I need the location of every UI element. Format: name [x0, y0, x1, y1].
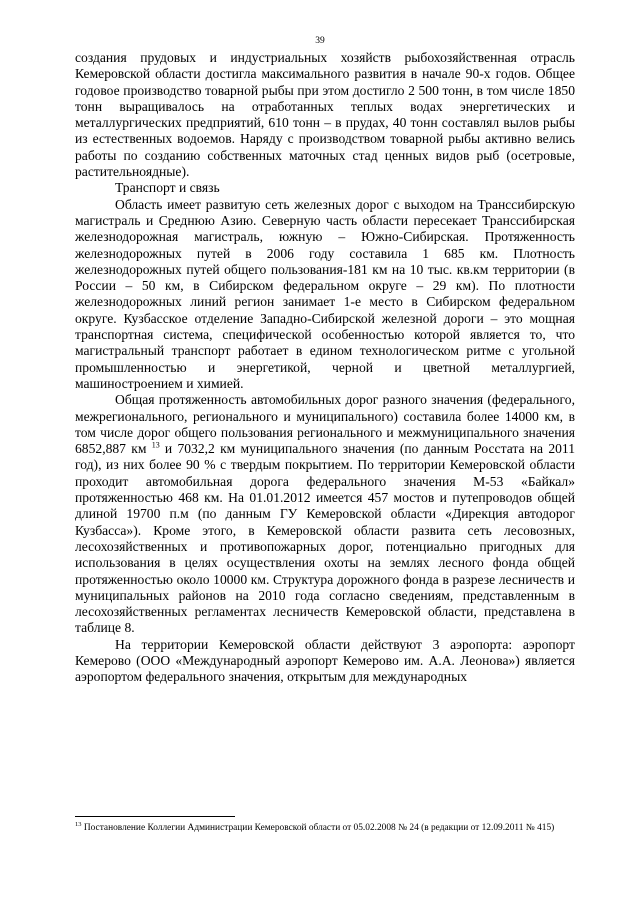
footnote	[75, 822, 575, 834]
footnote-number: 13	[75, 820, 82, 828]
paragraph-airports: На территории Кемеровской области действуют 3 аэропорта: аэропорт Кемерово (ООО «Международный аэропорт Кемерово им. А.А. Леонова») является аэропортом федерального значения, открытым для международных	[75, 636, 575, 685]
paragraph-roads-text-1: Общая протяженность автомобильных дорог разного значения (федерального, межрегионального, регионального и муниципального) составила более 14000 км, в том числе дорог общего пользования регионального и межмуниципального значения 6852,887 км	[75, 392, 575, 457]
paragraph-roads-text-2: и 7032,2 км муниципального значения (по данным Росстата на 2011 год), из них более 90 % с твердым покрытием. По территории Кемеровской области проходит автомобильная дорога федерального значения М-53 «Байкал» протяженностью 468 км. На 01.01.2012 имеется 457 мостов и путепроводов общей длиной 19700 п.м (по данным ГУ Кемеровской области «Дирекция автодорог Кузбасса»). Кроме этого, в Кемеровской области развита сеть лесовозных, лесохозяйственных и противопожарных дорог, потенциально пригодных для использования в целях осуществления охоты на землях лесного фонда общей протяженностью около 10000 км. Структура дорожного фонда в разрезе лесничеств и муниципальных районов на 2010 года согласно сведениям, представленным в лесохозяйственных регламентах лесничеств Кемеровской области, представлена в таблице 8.	[75, 441, 575, 636]
section-heading-transport: Транспорт и связь	[115, 180, 220, 196]
paragraph-roads	[75, 392, 575, 636]
body-text	[75, 50, 575, 686]
footnote-text: Постановление Коллегии Администрации Кемеровской области от 05.02.2008 № 24 (в редакции от 12.09.2011 № 415)	[81, 823, 555, 833]
footnote-reference[interactable]: 13	[151, 440, 160, 450]
paragraph-fish-farming: создания прудовых и индустриальных хозяйств рыбохозяйственная отрасль Кемеровской области достигла максимального развития в начале 90-х годов. Общее годовое производство товарной рыбы при этом достигло 2 500 тонн, в том числе 1850 тонн выращивалось на отработанных теплых водах энергетических и металлургических предприятий, 610 тонн – в прудах, 40 тонн составлял вылов рыбы из естественных водоемов. Наряду с производством товарной рыбы активно велись работы по созданию собственных маточных стад ценных видов рыб (осетровые, растительноядные).	[75, 50, 575, 180]
paragraph-railways: Область имеет развитую сеть железных дорог с выходом на Транссибирскую магистраль и Среднюю Азию. Северную часть области пересекает Транссибирская железнодорожная магистраль, южную – Южно-Сибирская. Протяженность железнодорожных путей в 2006 году составила 1 685 км. Плотность железнодорожных путей общего пользования-181 км на 10 тыс. кв.км территории (в России – 50 км, в Сибирском федеральном округе – 29 км). По плотности железнодорожных линий регион занимает 1-е место в Сибирском федеральном округе. Кузбасское отделение Западно-Сибирской железной дороги – это мощная транспортная система, специфической особенностью которой является то, что магистральный транспорт работает в едином технологическом ритме с угольной промышленностью и энергетикой, черной и цветной металлургией, машиностроением и химией.	[75, 196, 575, 391]
footnote-divider	[75, 816, 235, 817]
page-number: 39	[315, 36, 325, 46]
